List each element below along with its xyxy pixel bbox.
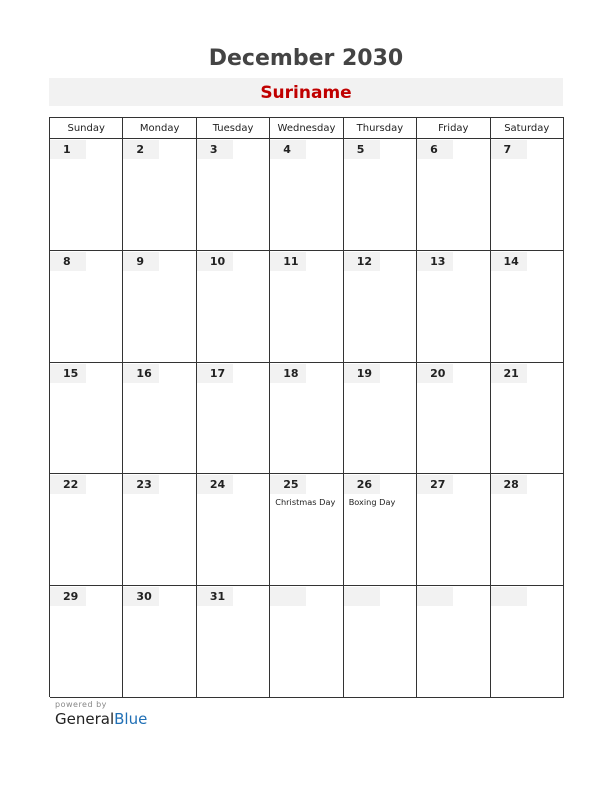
day-number [344, 587, 380, 606]
day-number: 17 [197, 364, 233, 383]
day-cell[interactable] [197, 139, 270, 251]
day-cell[interactable] [344, 251, 417, 363]
day-number: 30 [123, 587, 159, 606]
day-cell[interactable] [50, 363, 123, 475]
day-cell[interactable] [123, 251, 196, 363]
day-cell[interactable] [417, 586, 490, 698]
week-row [50, 139, 564, 251]
day-number: 14 [491, 252, 527, 271]
week-row [50, 363, 564, 475]
day-cell[interactable] [344, 586, 417, 698]
day-number: 27 [417, 475, 453, 494]
day-number: 3 [197, 140, 233, 159]
day-cell[interactable] [123, 474, 196, 586]
day-cell[interactable] [417, 251, 490, 363]
day-cell[interactable] [270, 251, 343, 363]
weekday-header: Wednesday [270, 118, 343, 139]
day-cell[interactable] [344, 474, 417, 586]
day-cell[interactable] [344, 363, 417, 475]
day-number [417, 587, 453, 606]
day-cell[interactable] [123, 363, 196, 475]
brand-logo[interactable] [55, 710, 147, 728]
day-number: 9 [123, 252, 159, 271]
day-number: 26 [344, 475, 380, 494]
day-cell[interactable] [344, 139, 417, 251]
day-number: 11 [270, 252, 306, 271]
holiday-label: Boxing Day [348, 497, 396, 508]
day-cell[interactable] [50, 251, 123, 363]
day-cell[interactable] [417, 139, 490, 251]
weekday-header: Friday [417, 118, 490, 139]
brand-blue: Blue [114, 710, 148, 728]
brand-general: General [55, 710, 115, 728]
weekday-header: Thursday [344, 118, 417, 139]
day-number: 12 [344, 252, 380, 271]
day-number: 23 [123, 475, 159, 494]
weekday-header: Tuesday [197, 118, 270, 139]
day-cell[interactable] [197, 474, 270, 586]
calendar [49, 117, 564, 697]
day-cell[interactable] [270, 474, 343, 586]
day-cell[interactable] [197, 251, 270, 363]
day-number: 19 [344, 364, 380, 383]
day-number: 22 [50, 475, 86, 494]
country-name: Suriname [260, 83, 352, 103]
day-cell[interactable] [123, 139, 196, 251]
day-number [270, 587, 306, 606]
day-cell[interactable] [50, 586, 123, 698]
day-cell[interactable] [197, 363, 270, 475]
day-number: 13 [417, 252, 453, 271]
week-row [50, 474, 564, 586]
day-number [491, 587, 527, 606]
week-row [50, 586, 564, 698]
day-number: 21 [491, 364, 527, 383]
day-number: 5 [344, 140, 380, 159]
weekday-header: Saturday [491, 118, 564, 139]
day-cell[interactable] [491, 251, 564, 363]
calendar-grid [49, 117, 564, 697]
day-cell[interactable] [417, 363, 490, 475]
day-number: 10 [197, 252, 233, 271]
day-number: 2 [123, 140, 159, 159]
day-number: 31 [197, 587, 233, 606]
day-number: 8 [50, 252, 86, 271]
day-cell[interactable] [417, 474, 490, 586]
day-cell[interactable] [50, 139, 123, 251]
day-cell[interactable] [491, 363, 564, 475]
day-number: 25 [270, 475, 306, 494]
day-number: 6 [417, 140, 453, 159]
country-banner [49, 78, 563, 106]
day-cell[interactable] [123, 586, 196, 698]
day-number: 16 [123, 364, 159, 383]
powered-by-text: powered by [55, 700, 107, 709]
day-number: 7 [491, 140, 527, 159]
weekday-header-row [50, 118, 564, 139]
day-cell[interactable] [270, 139, 343, 251]
day-cell[interactable] [270, 586, 343, 698]
day-cell[interactable] [491, 474, 564, 586]
day-cell[interactable] [197, 586, 270, 698]
weekday-header: Monday [123, 118, 196, 139]
day-number: 28 [491, 475, 527, 494]
weekday-header: Sunday [50, 118, 123, 139]
day-cell[interactable] [491, 139, 564, 251]
page-title: December 2030 [208, 46, 404, 71]
day-cell[interactable] [491, 586, 564, 698]
week-row [50, 251, 564, 363]
day-number: 18 [270, 364, 306, 383]
day-number: 24 [197, 475, 233, 494]
day-number: 15 [50, 364, 86, 383]
day-number: 1 [50, 140, 86, 159]
day-number: 29 [50, 587, 86, 606]
day-number: 4 [270, 140, 306, 159]
day-cell[interactable] [270, 363, 343, 475]
holiday-label: Christmas Day [275, 497, 336, 508]
day-cell[interactable] [50, 474, 123, 586]
day-number: 20 [417, 364, 453, 383]
footer [55, 700, 147, 728]
